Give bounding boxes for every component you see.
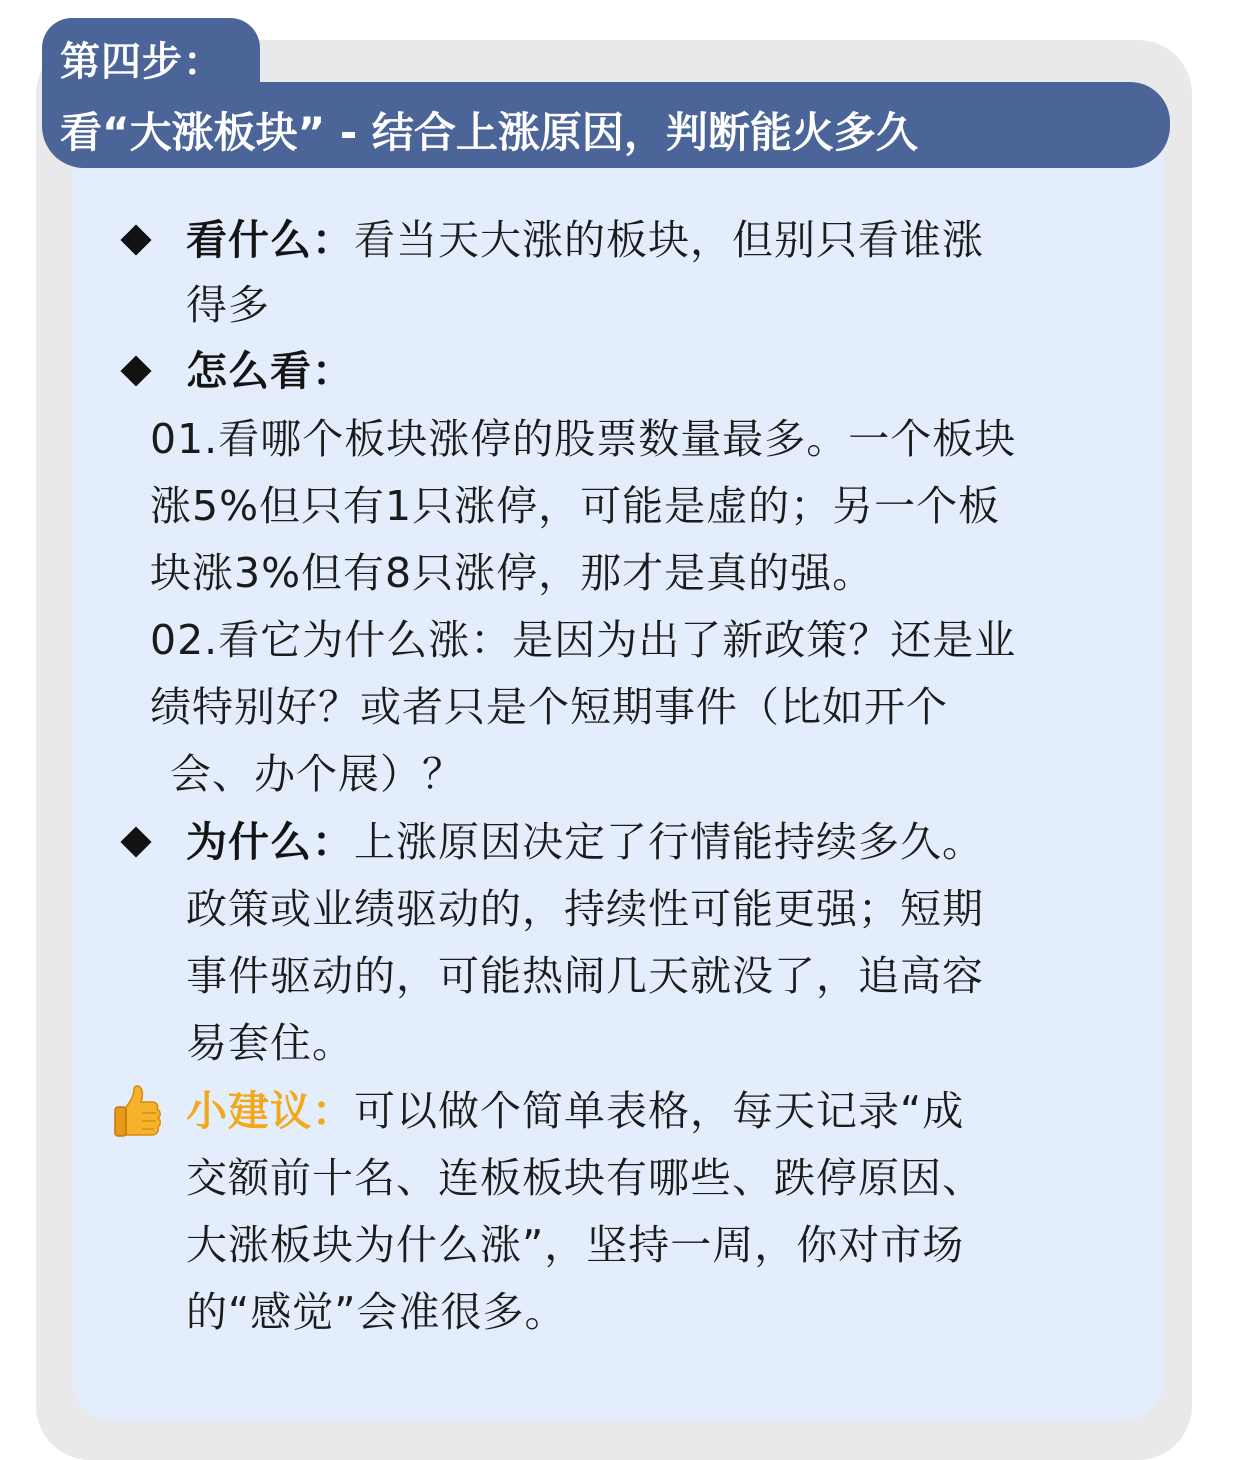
- how-item1-line-3: 块涨3%但有8只涨停，那才是真的强。: [150, 549, 875, 597]
- how-item2-line-1: 02.看它为什么涨：是因为出了新政策？还是业: [150, 616, 1017, 664]
- how-item2-line-2: 绩特别好？或者只是个短期事件（比如开个: [150, 683, 948, 731]
- tip-line-2: 交额前十名、连板板块有哪些、跌停原因、: [186, 1154, 984, 1202]
- section-title: 看“大涨板块” - 结合上涨原因，判断能火多久: [60, 108, 918, 157]
- why-text-1: 上涨原因决定了行情能持续多久。: [354, 818, 984, 866]
- tip-line-3: 大涨板块为什么涨”，坚持一周，你对市场: [186, 1221, 965, 1269]
- how-label: 怎么看：: [186, 347, 354, 395]
- thumbs-up-icon: [112, 1083, 162, 1139]
- why-line-2: 政策或业绩驱动的，持续性可能更强；短期: [186, 885, 984, 933]
- tip-line-1: [186, 1086, 964, 1136]
- how-item2-line-3: 会、办个展）？: [170, 750, 464, 798]
- tip-line-4: 的“感觉”会准很多。: [186, 1288, 567, 1336]
- why-line-1: [186, 817, 984, 867]
- tip-text-1: 可以做个简单表格，每天记录“成: [354, 1087, 965, 1135]
- step-label: 第四步：: [60, 39, 224, 85]
- how-item1-line-2: 涨5%但只有1只涨停，可能是虚的；另一个板: [150, 482, 1001, 530]
- why-line-3: 事件驱动的，可能热闹几天就没了，追高容: [186, 952, 984, 1000]
- tip-label: 小建议：: [186, 1087, 354, 1135]
- what-line-2: 得多: [186, 281, 270, 329]
- why-label: 为什么：: [186, 818, 354, 866]
- what-line-1: [186, 215, 984, 265]
- why-line-4: 易套住。: [186, 1019, 354, 1067]
- what-label: 看什么：: [186, 216, 354, 264]
- what-text-1: 看当天大涨的板块，但别只看谁涨: [354, 216, 984, 264]
- how-item1-line-1: 01.看哪个板块涨停的股票数量最多。一个板块: [150, 415, 1017, 463]
